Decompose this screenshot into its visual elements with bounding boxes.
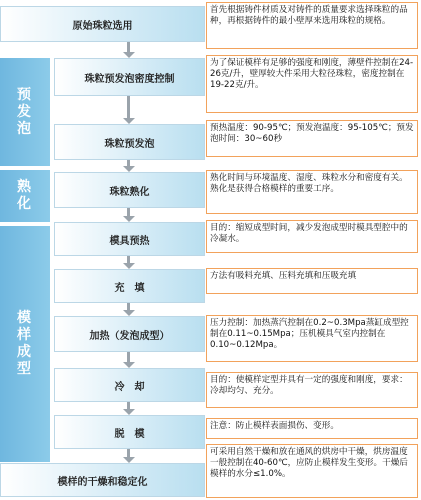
note-text: 方法有吸料充填、压料充填和压吸充填	[210, 271, 357, 281]
step-bead-curing	[54, 172, 205, 208]
note-mold-preheat	[206, 220, 418, 253]
note-drying	[206, 444, 418, 498]
step-heating-foam-molding	[54, 316, 205, 352]
note-density-control	[206, 55, 418, 113]
down-arrow-icon	[123, 42, 135, 58]
step-demolding	[54, 415, 205, 449]
down-arrow-icon	[123, 256, 135, 269]
down-arrow-icon	[123, 96, 135, 124]
stage-prefoam	[0, 58, 50, 166]
step-filling	[54, 269, 205, 303]
down-arrow-icon	[123, 449, 135, 463]
note-text: 为了保证模样有足够的强度和刚度，薄壁件控制在24-26克/升，壁厚较大件采用大粒径珠粒，密度控制在19-22克/升。	[210, 58, 414, 90]
note-demolding	[206, 418, 418, 439]
stage-curing	[0, 170, 50, 222]
stage-prefoam-label: 预 发 泡	[17, 86, 33, 137]
down-arrow-icon	[123, 160, 135, 172]
note-text: 目的：使模样定型并具有一定的强度和刚度，要求：冷却均匀、充分。	[210, 375, 408, 396]
step-mold-preheat	[54, 222, 205, 256]
note-pressure-control	[206, 315, 418, 362]
step-label: 加热（发泡成型）	[89, 330, 170, 342]
note-text: 熟化时间与环境温度、湿度、珠粒水分和密度有关。熟化是获得合格模样的重要工序。	[210, 173, 408, 194]
note-curing	[206, 170, 418, 214]
note-text: 目的：缩短成型时间，减少发泡成型时模具型腔中的冷凝水。	[210, 223, 408, 244]
step-label: 珠粒熟化	[109, 186, 150, 198]
down-arrow-icon	[123, 352, 135, 368]
note-text: 可采用自然干燥和放在通风的烘房中干燥，烘房温度一般控制在40-60℃，应防止模样发生变形。干燥后模样的水分≤1.0%。	[210, 447, 408, 479]
down-arrow-icon	[123, 303, 135, 316]
note-prefoam-parameters	[206, 120, 418, 157]
step-label: 珠粒预发泡	[104, 138, 155, 150]
step-label: 模具预热	[109, 235, 150, 247]
step-raw-bead-selection	[0, 6, 205, 42]
note-bead-selection	[206, 2, 418, 49]
step-label: 冷 却	[114, 381, 145, 393]
stage-curing-label: 熟 化	[17, 179, 33, 212]
note-text: 预热温度：90-95℃；预发泡温度：95-105℃；预发泡时间：30~60秒	[210, 123, 414, 144]
down-arrow-icon	[123, 208, 135, 222]
step-label: 充 填	[114, 282, 145, 294]
step-label: 脱 模	[114, 428, 145, 440]
down-arrow-icon	[123, 402, 135, 415]
step-drying-stabilization	[0, 463, 205, 497]
step-label: 珠粒预发泡密度控制	[84, 73, 175, 85]
note-filling-methods	[206, 268, 418, 294]
stage-molding	[0, 226, 50, 462]
stage-molding-label: 模 样 成 型	[17, 310, 33, 377]
step-prefoam-density-control	[54, 58, 205, 96]
step-cooling	[54, 368, 205, 402]
note-text: 压力控制：加热蒸汽控制在0.2~0.3Mpa蒸缸成型控制在0.11~0.15Mpa；压机模具气室内控制在0.10~0.12Mpa。	[210, 318, 409, 350]
step-label: 模样的干燥和稳定化	[57, 476, 148, 488]
step-label: 原始珠粒选用	[72, 20, 133, 32]
step-bead-prefoaming	[54, 124, 205, 160]
note-text: 注意：防止模样表面损伤、变形。	[210, 421, 339, 431]
note-text: 首先根据铸件材质及对铸件的质量要求选择珠粒的品种，再根据铸件的最小壁厚来选用珠粒的规格。	[210, 5, 408, 26]
note-cooling	[206, 372, 418, 408]
